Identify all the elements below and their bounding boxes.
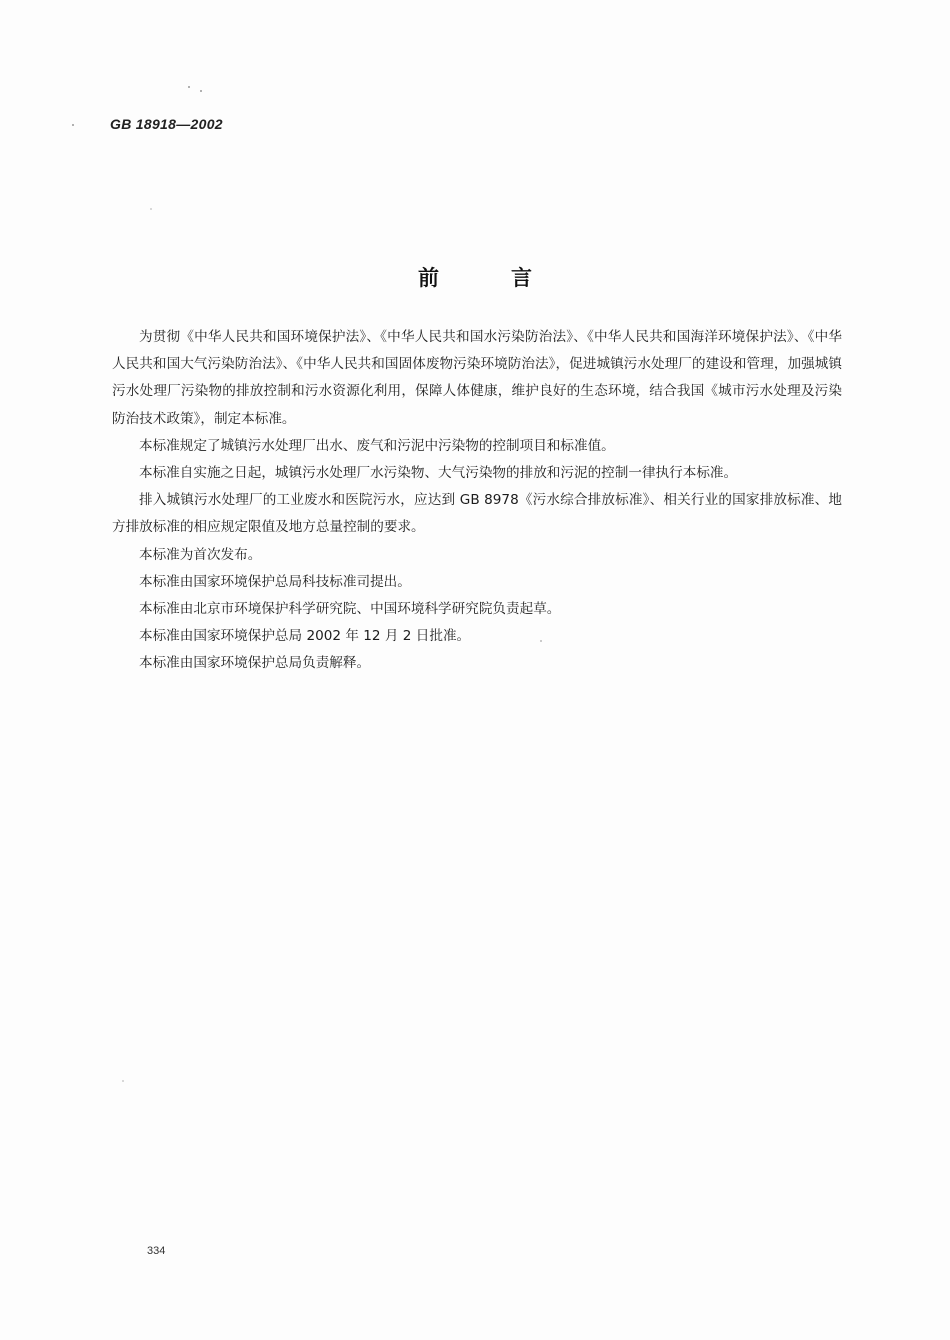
preface-body [112, 324, 842, 678]
paragraph: 本标准规定了城镇污水处理厂出水、废气和污泥中污染物的控制项目和标准值。 [139, 437, 615, 454]
title-char-2: 言 [511, 266, 532, 290]
paragraph: 本标准由国家环境保护总局负责解释。 [139, 655, 371, 672]
paragraph: 本标准为首次发布。 [139, 546, 262, 563]
page-title [0, 262, 950, 292]
paragraph: 排入城镇污水处理厂的工业废水和医院污水，应达到 GB 8978《污水综合排放标准》、相关行业的国家排放标准、地方排放标准的相应规定限值及地方总量控制的要求。 [112, 492, 842, 536]
scan-speck [122, 1080, 124, 1082]
paragraph: 本标准自实施之日起，城镇污水处理厂水污染物、大气污染物的排放和污泥的控制一律执行本标准。 [139, 465, 738, 482]
page-number: 334 [147, 1245, 166, 1257]
paragraph: 本标准由国家环境保护总局科技标准司提出。 [139, 573, 411, 590]
scan-speck [72, 124, 74, 126]
title-char-1: 前 [418, 266, 439, 290]
paragraph: 本标准由国家环境保护总局 2002 年 12 月 2 日批准。 [139, 628, 471, 645]
scan-speck [150, 208, 152, 210]
paragraph: 为贯彻《中华人民共和国环境保护法》、《中华人民共和国水污染防治法》、《中华人民共和国海洋环境保护法》、《中华人民共和国大气污染防治法》、《中华人民共和国固体废物污染环境防治法》，促进城镇污水处理厂的建设和管理，加强城镇污水处理厂污染物的排放控制和污水资源化利用，保障人体健康，维护良好的生态环境，结合我国《城市污水处理及污染防治技术政策》，制定本标准。 [112, 329, 842, 427]
paragraph: 本标准由北京市环境保护科学研究院、中国环境科学研究院负责起草。 [139, 601, 561, 618]
scan-speck [188, 86, 190, 88]
standard-number: GB 18918—2002 [110, 116, 223, 132]
scan-speck [200, 90, 202, 92]
